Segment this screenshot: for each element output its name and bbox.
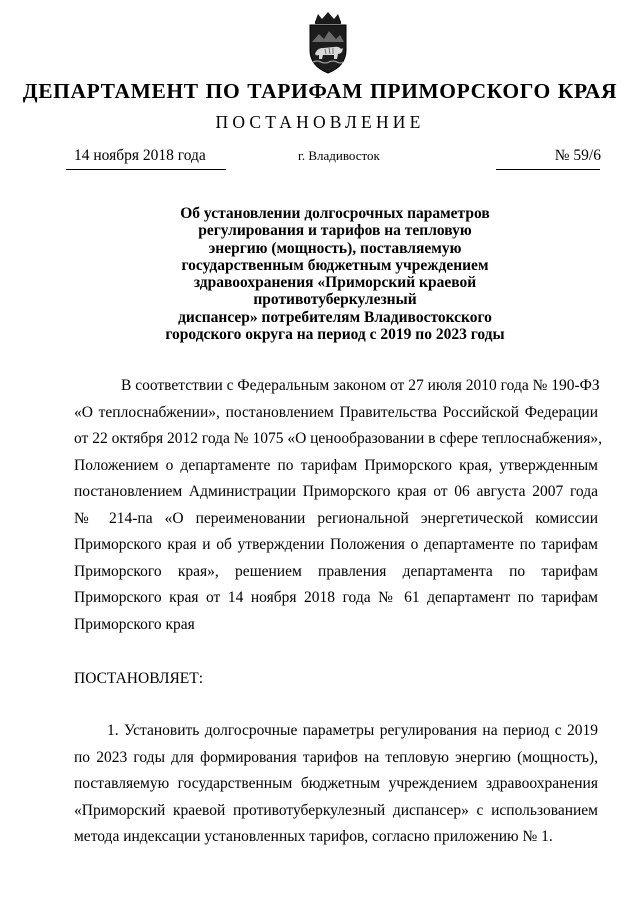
- paragraph-line: «Приморский краевой противотуберкулезный диспансер» с использованием: [74, 801, 598, 819]
- resolves-heading: ПОСТАНОВЛЯЕТ:: [74, 670, 204, 687]
- paragraph-line: Приморского края и об утверждении Положения о департаменте по тарифам: [74, 536, 598, 553]
- paragraph-line: Приморского края», решением правления департамента по тарифам: [74, 562, 598, 580]
- subject-line: регулирования и тарифов на тепловую: [198, 222, 472, 240]
- paragraph-line: Приморского края: [74, 615, 195, 633]
- paragraph-line: по 2023 годы для формирования тарифов на тепловую энергию (мощность),: [74, 748, 598, 766]
- subject-line: энергию (мощность), поставляемую: [208, 239, 462, 257]
- paragraph-line: В соответствии с Федеральным законом от 27 июля 2010 года № 190-ФЗ: [121, 377, 600, 394]
- subject-line: городского округа на период с 2019 по 2023 годы: [165, 326, 505, 344]
- department-title: ДЕПАРТАМЕНТ ПО ТАРИФАМ ПРИМОРСКОГО КРАЯ: [22, 79, 618, 103]
- subject-line: государственным бюджетным учреждением: [181, 256, 489, 274]
- document-city: г. Владивосток: [298, 148, 380, 163]
- paragraph-line: «О теплоснабжении», постановлением Правительства Российской Федерации: [74, 403, 598, 421]
- date-underline: [66, 169, 226, 170]
- paragraph-line: метода индексации установленных тарифов, согласно приложению № 1.: [74, 828, 553, 845]
- preamble-paragraph: [74, 373, 602, 638]
- paragraph-line: поставляемую государственным бюджетным учреждением здравоохранения: [74, 775, 598, 792]
- document-date: 14 ноября 2018 года: [74, 147, 206, 164]
- clause-1-paragraph: [74, 718, 598, 851]
- paragraph-line: Положением о департаменте по тарифам Приморского края, утвержденным: [74, 456, 598, 474]
- document-subject: [150, 205, 520, 343]
- subject-line: Об установлении долгосрочных параметров: [180, 205, 490, 222]
- coat-of-arms-icon: [303, 12, 353, 74]
- subject-line: диспансер» потребителям Владивостокского: [178, 308, 492, 326]
- document-type: ПОСТАНОВЛЕНИЕ: [215, 112, 425, 132]
- number-underline: [496, 169, 600, 170]
- paragraph-line: № 214-па «О переименовании региональной энергетической комиссии: [74, 509, 598, 527]
- subject-line: здравоохранения «Приморский краевой: [193, 274, 477, 292]
- paragraph-line: постановлением Администрации Приморского края от 06 августа 2007 года: [74, 483, 598, 500]
- document-number: № 59/6: [554, 147, 601, 164]
- paragraph-line: 1. Установить долгосрочные параметры регулирования на период с 2019: [107, 722, 598, 739]
- subject-line: противотуберкулезный: [253, 291, 417, 309]
- paragraph-line: Приморского края от 14 ноября 2018 года № 61 департамент по тарифам: [74, 589, 598, 606]
- paragraph-line: от 22 октября 2012 года № 1075 «О ценообразовании в сфере теплоснабжения»,: [74, 430, 602, 447]
